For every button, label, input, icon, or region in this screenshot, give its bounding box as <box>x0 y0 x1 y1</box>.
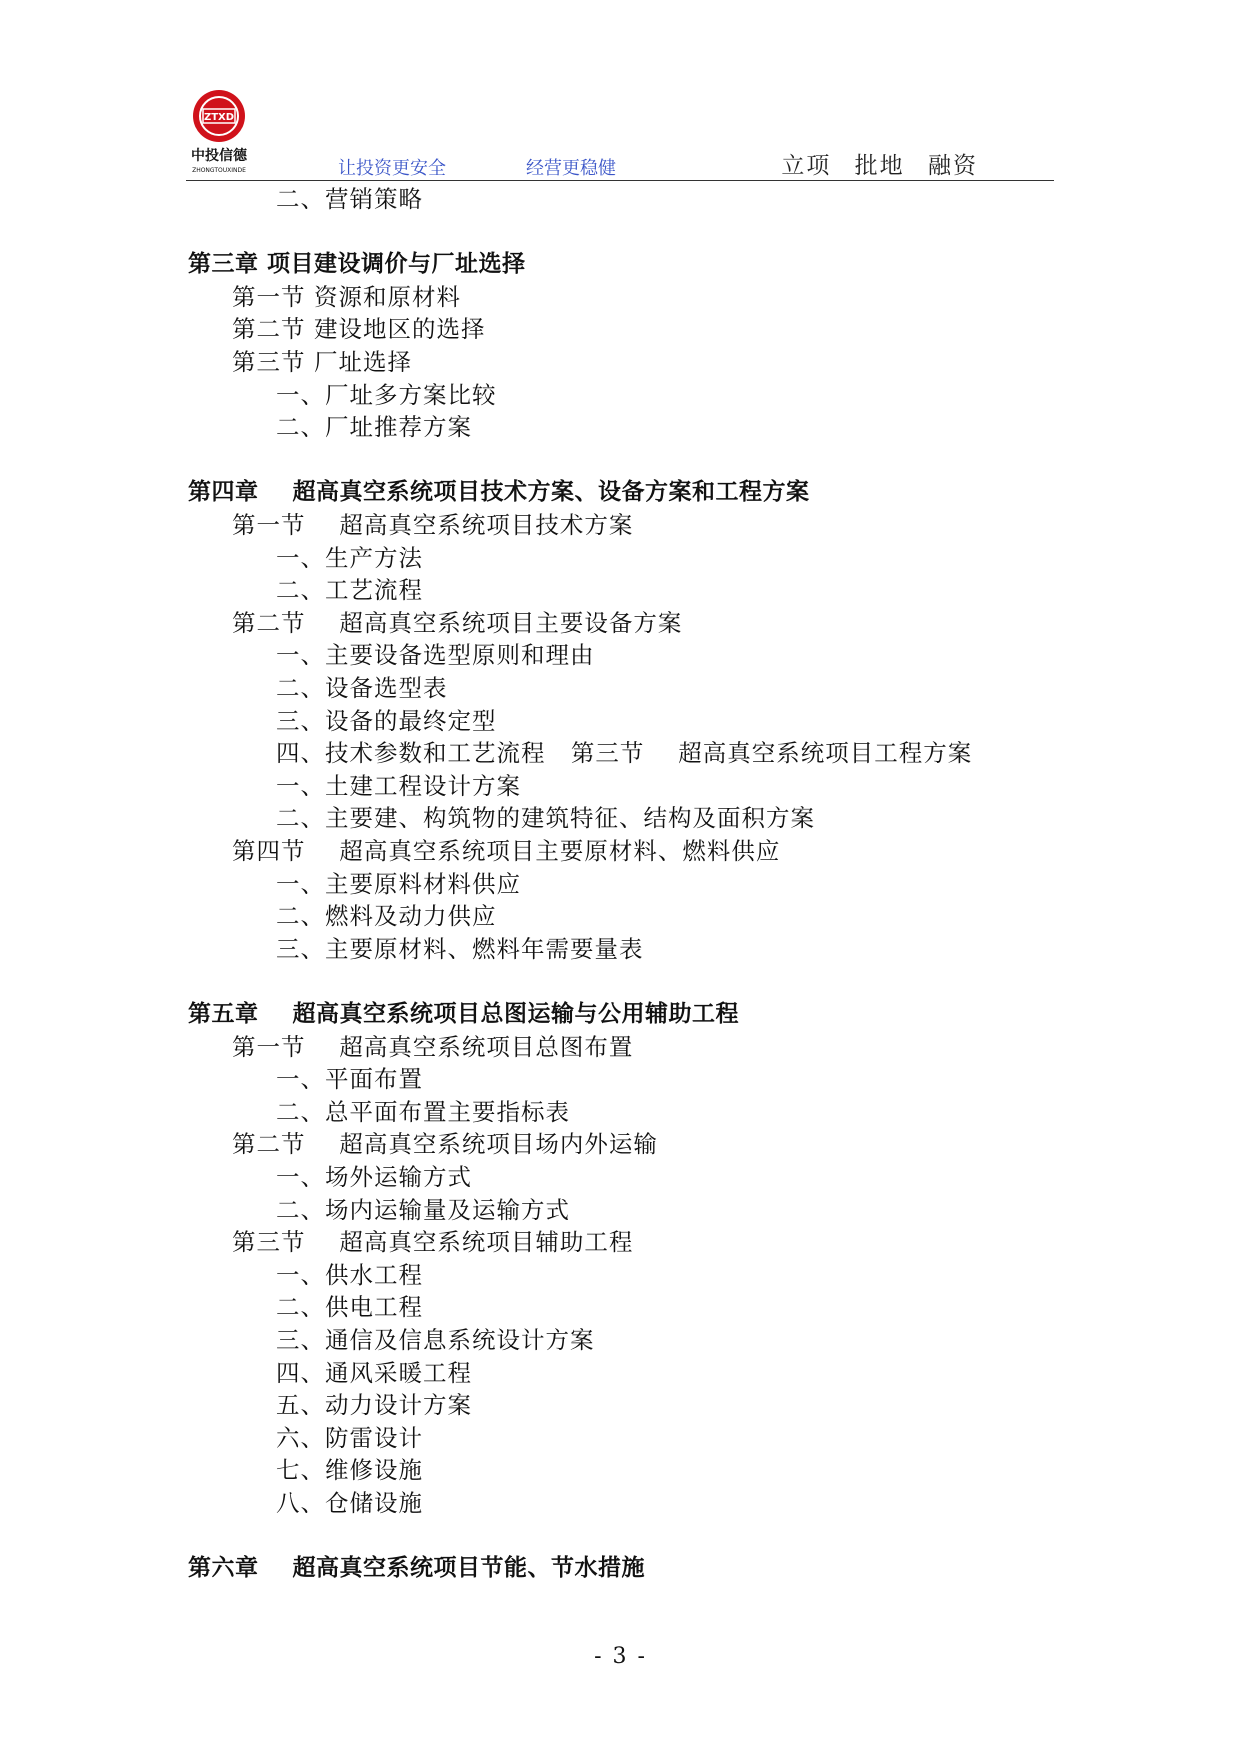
toc-item: 一、土建工程设计方案 <box>276 771 521 800</box>
toc-item: 六、防雷设计 <box>276 1423 423 1452</box>
toc-item: 一、平面布置 <box>276 1065 423 1094</box>
header-tagline: 立项 批地 融资 <box>781 153 978 179</box>
toc-section: 第四节 超高真空系统项目主要原材料、燃料供应 <box>232 837 781 865</box>
toc-item: 二、总平面布置主要指标表 <box>276 1097 570 1126</box>
toc-item: 七、维修设施 <box>276 1456 423 1485</box>
toc-item: 二、燃料及动力供应 <box>276 902 497 931</box>
logo-emblem-text: ZTXD <box>203 112 235 123</box>
toc-item: 四、技术参数和工艺流程 第三节 超高真空系统项目工程方案 <box>276 739 973 768</box>
toc-item: 三、主要原材料、燃料年需要量表 <box>276 934 644 963</box>
toc-chapter: 第五章 超高真空系统项目总图运输与公用辅助工程 <box>188 1001 740 1027</box>
toc-item: 二、营销策略 <box>276 185 423 213</box>
toc-item: 一、主要设备选型原则和理由 <box>276 641 595 670</box>
toc-section: 第二节 超高真空系统项目场内外运输 <box>232 1130 658 1159</box>
toc-chapter: 第三章 项目建设调价与厂址选择 <box>188 251 526 278</box>
toc-item: 一、供水工程 <box>276 1260 423 1289</box>
toc-section: 第三节 超高真空系统项目辅助工程 <box>232 1228 634 1257</box>
toc-section: 第一节 超高真空系统项目总图布置 <box>232 1032 634 1061</box>
toc-chapter: 第六章 超高真空系统项目节能、节水措施 <box>188 1555 646 1582</box>
toc-section: 第二节 建设地区的选择 <box>232 315 486 344</box>
toc-item: 三、设备的最终定型 <box>276 706 497 735</box>
toc-chapter: 第四章 超高真空系统项目技术方案、设备方案和工程方案 <box>188 479 810 506</box>
toc-item: 二、工艺流程 <box>276 576 423 605</box>
toc-item: 五、动力设计方案 <box>276 1391 472 1420</box>
toc-item: 二、设备选型表 <box>276 674 448 702</box>
toc-section: 第一节 资源和原材料 <box>232 282 461 311</box>
toc-item: 二、供电工程 <box>276 1293 423 1322</box>
toc-item: 三、通信及信息系统设计方案 <box>276 1326 595 1354</box>
toc-item: 一、厂址多方案比较 <box>276 380 497 409</box>
company-logo <box>186 88 252 178</box>
slogan-stable-operation: 经营更稳健 <box>526 158 616 179</box>
logo-brand-en: ZHONGTOUXINDE <box>192 167 246 174</box>
toc-section: 第一节 超高真空系统项目技术方案 <box>232 511 634 539</box>
slogan-safe-investment: 让投资更安全 <box>338 158 446 179</box>
toc-item: 一、主要原料材料供应 <box>276 869 521 898</box>
toc-item: 二、主要建、构筑物的建筑特征、结构及面积方案 <box>276 804 815 833</box>
toc-item: 八、仓储设施 <box>276 1489 423 1517</box>
toc-section: 第二节 超高真空系统项目主要设备方案 <box>232 608 683 637</box>
toc-item: 二、场内运输量及运输方式 <box>276 1195 570 1224</box>
toc-item: 一、场外运输方式 <box>276 1163 472 1191</box>
page-header <box>186 88 1054 180</box>
page-number: - 3 - <box>594 1644 647 1669</box>
toc-section: 第三节 厂址选择 <box>232 348 412 376</box>
header-divider <box>186 180 1054 181</box>
toc-item: 二、厂址推荐方案 <box>276 413 472 442</box>
toc-item: 一、生产方法 <box>276 543 423 572</box>
toc-item: 四、通风采暖工程 <box>276 1358 472 1387</box>
logo-brand-cn: 中投信德 <box>191 148 247 164</box>
